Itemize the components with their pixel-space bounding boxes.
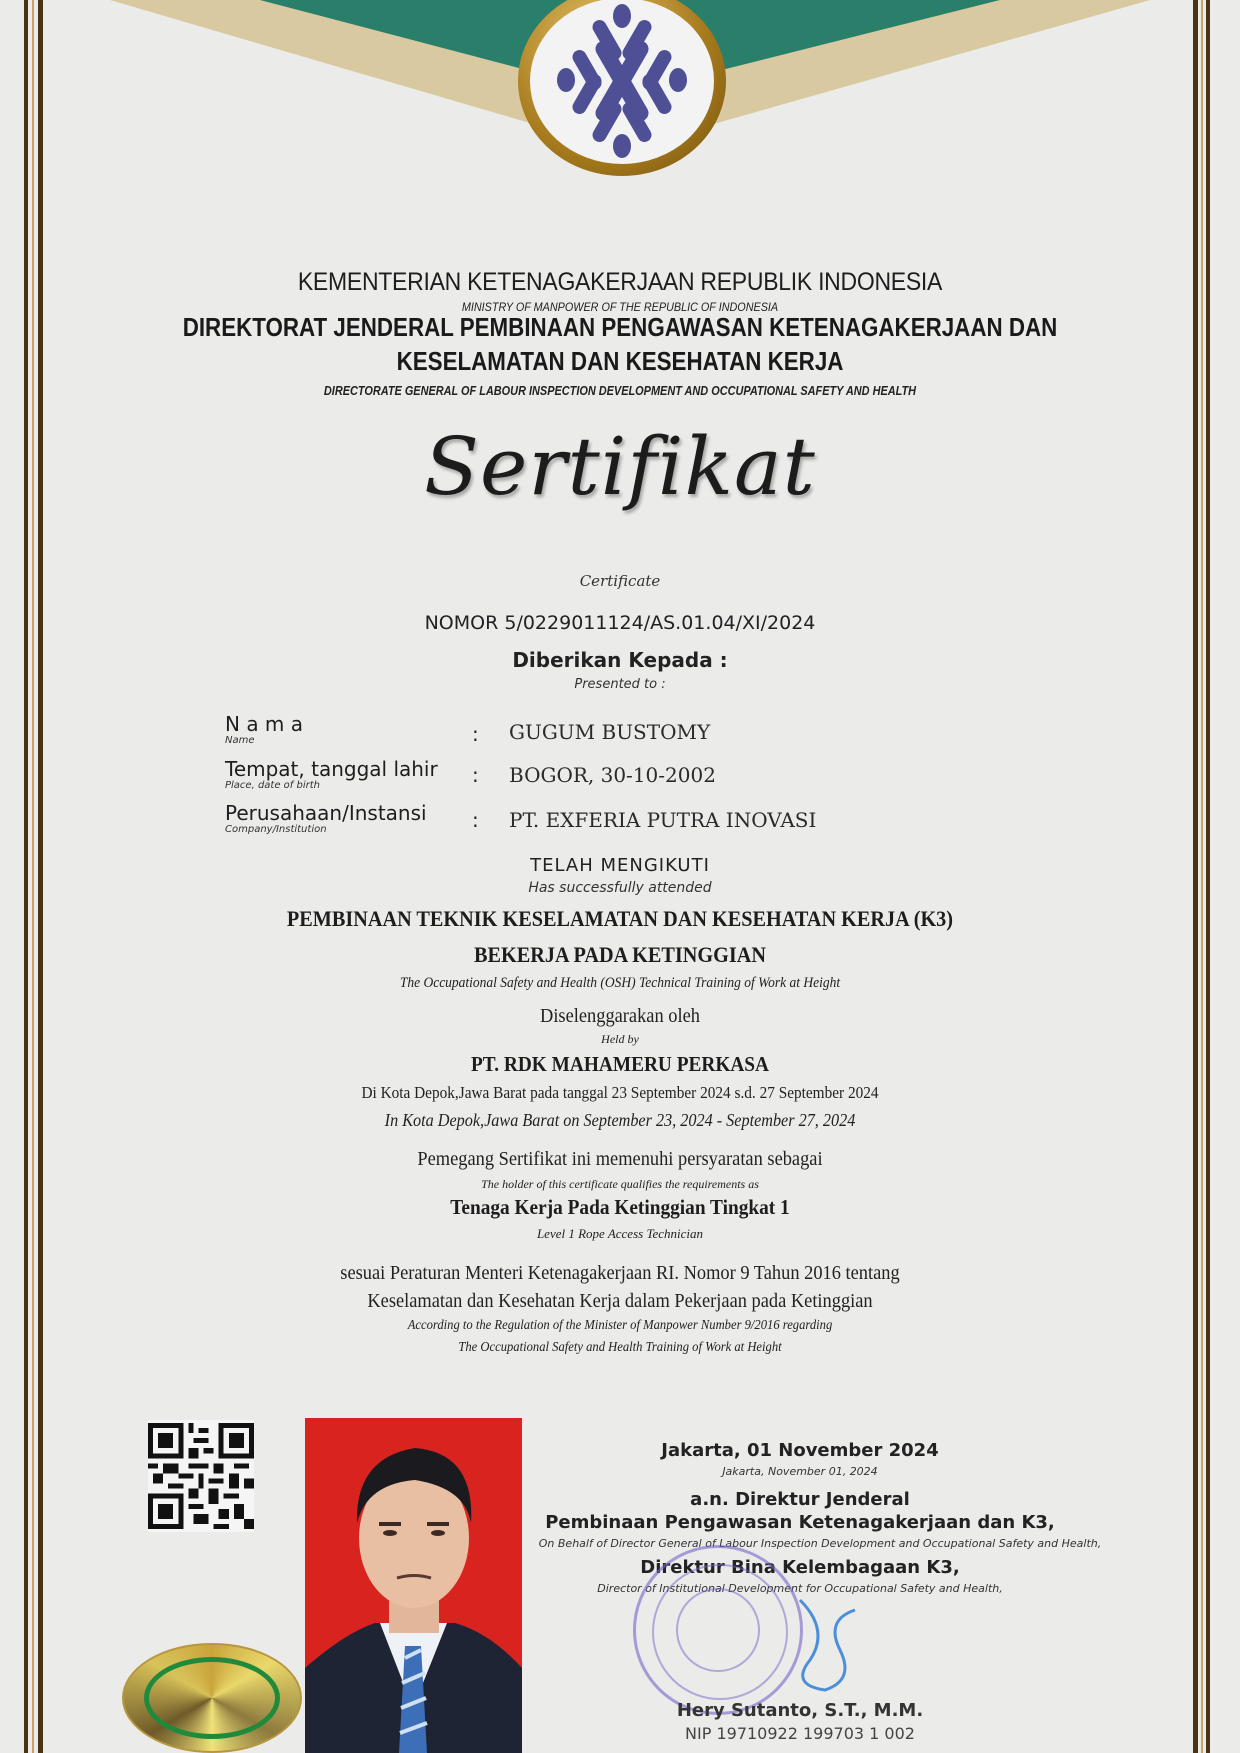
ministry-name-en: MINISTRY OF MANPOWER OF THE REPUBLIC OF INDONESIA — [461, 300, 779, 314]
held-by-label: Diselenggarakan oleh — [540, 1005, 700, 1027]
field-label: N a m a — [225, 712, 304, 736]
field-label-en: Name — [225, 735, 255, 746]
course-title-en: The Occupational Safety and Health (OSH) Technical Training of Work at Height — [399, 975, 841, 991]
holder-statement-en: The holder of this certificate qualifies the requirements as — [481, 1177, 759, 1191]
signatory-nip: NIP 19710922 199703 1 002 — [685, 1724, 915, 1743]
presented-to-label-en: Presented to : — [574, 677, 666, 692]
training-place-date: Di Kota Depok,Jawa Barat pada tanggal 23 September 2024 s.d. 27 September 2024 — [361, 1083, 879, 1102]
field-label-en: Company/Institution — [225, 824, 327, 835]
k3-hologram-seal-icon — [122, 1643, 302, 1753]
signing-director-en: Director of Institutional Development for Occupational Safety and Health, — [597, 1582, 1003, 1595]
qr-code-icon[interactable] — [148, 1420, 254, 1532]
signing-date-en: Jakarta, November 01, 2024 — [722, 1465, 878, 1478]
organizer-name: PT. RDK MAHAMERU PERKASA — [470, 1052, 770, 1076]
course-title-line-2: BEKERJA PADA KETINGGIAN — [473, 942, 767, 967]
qualification: Tenaga Kerja Pada Ketinggian Tingkat 1 — [450, 1195, 790, 1219]
field-label-en: Place, date of birth — [225, 780, 320, 791]
field-company — [225, 802, 427, 836]
directorate-name-en: DIRECTORATE GENERAL OF LABOUR INSPECTION DEVELOPMENT AND OCCUPATIONAL SAFETY AND HEALTH — [323, 383, 917, 398]
field-separator: : — [472, 808, 479, 832]
qualification-en: Level 1 Rope Access Technician — [536, 1226, 704, 1241]
presented-to-label: Diberikan Kepada : — [512, 648, 728, 672]
field-separator: : — [472, 763, 479, 787]
certificate-title: Sertifikat — [424, 420, 816, 513]
attended-label-en: Has successfully attended — [528, 880, 712, 896]
signing-office-en: On Behalf of Director General of Labour Inspection Development and Occupational Safety and Health, — [538, 1537, 1102, 1550]
directorate-line-2: KESELAMATAN DAN KESEHATAN KERJA — [396, 346, 844, 376]
signing-office: Pembinaan Pengawasan Ketenagakerjaan dan K3, — [545, 1512, 1055, 1533]
left-border-outer — [24, 0, 28, 1753]
ministry-name: KEMENTERIAN KETENAGAKERJAAN REPUBLIK INDONESIA — [297, 268, 943, 296]
right-border-inner — [1193, 0, 1198, 1753]
signatory-name: Hery Sutanto, S.T., M.M. — [676, 1700, 924, 1721]
regulation-en-line-2: The Occupational Safety and Health Training of Work at Height — [458, 1340, 782, 1355]
right-border-outer — [1206, 0, 1210, 1753]
on-behalf-label: a.n. Direktur Jenderal — [690, 1489, 910, 1510]
signing-director: Direktur Bina Kelembagaan K3, — [640, 1557, 960, 1578]
attended-label: TELAH MENGIKUTI — [530, 855, 710, 876]
recipient-name: GUGUM BUSTOMY — [509, 720, 711, 744]
ministry-of-manpower-emblem-icon — [530, 0, 714, 164]
signature-scribble — [770, 1590, 870, 1700]
directorate-line-1: DIREKTORAT JENDERAL PEMBINAAN PENGAWASAN KETENAGAKERJAAN DAN — [182, 312, 1058, 342]
left-border-inner — [38, 0, 43, 1753]
ministry-logo — [518, 0, 726, 176]
field-label: Tempat, tanggal lahir — [225, 757, 438, 781]
regulation-line-1: sesuai Peraturan Menteri Ketenagakerjaan RI. Nomor 9 Tahun 2016 tentang — [340, 1262, 900, 1284]
course-title-line-1: PEMBINAAN TEKNIK KESELAMATAN DAN KESEHATAN KERJA (K3) — [286, 906, 954, 931]
certificate-subtitle: Certificate — [579, 572, 661, 590]
training-place-date-en: In Kota Depok,Jawa Barat on September 23, 2024 - September 27, 2024 — [384, 1110, 856, 1130]
field-label: Perusahaan/Instansi — [225, 801, 427, 825]
recipient-birth: BOGOR, 30-10-2002 — [509, 763, 716, 787]
left-border-gold — [32, 0, 34, 1753]
right-border-gold — [1201, 0, 1203, 1753]
held-by-label-en: Held by — [601, 1032, 639, 1046]
recipient-photo — [305, 1418, 522, 1753]
holder-statement: Pemegang Sertifikat ini memenuhi persyaratan sebagai — [417, 1148, 823, 1170]
field-birth — [225, 758, 438, 792]
field-name — [225, 713, 303, 747]
regulation-en-line-1: According to the Regulation of the Minister of Manpower Number 9/2016 regarding — [407, 1318, 833, 1333]
certificate-number: NOMOR 5/0229011124/AS.01.04/XI/2024 — [424, 612, 816, 634]
recipient-company: PT. EXFERIA PUTRA INOVASI — [509, 808, 817, 832]
field-separator: : — [472, 722, 479, 746]
signing-date: Jakarta, 01 November 2024 — [661, 1440, 939, 1461]
regulation-line-2: Keselamatan dan Kesehatan Kerja dalam Pekerjaan pada Ketinggian — [367, 1290, 873, 1312]
